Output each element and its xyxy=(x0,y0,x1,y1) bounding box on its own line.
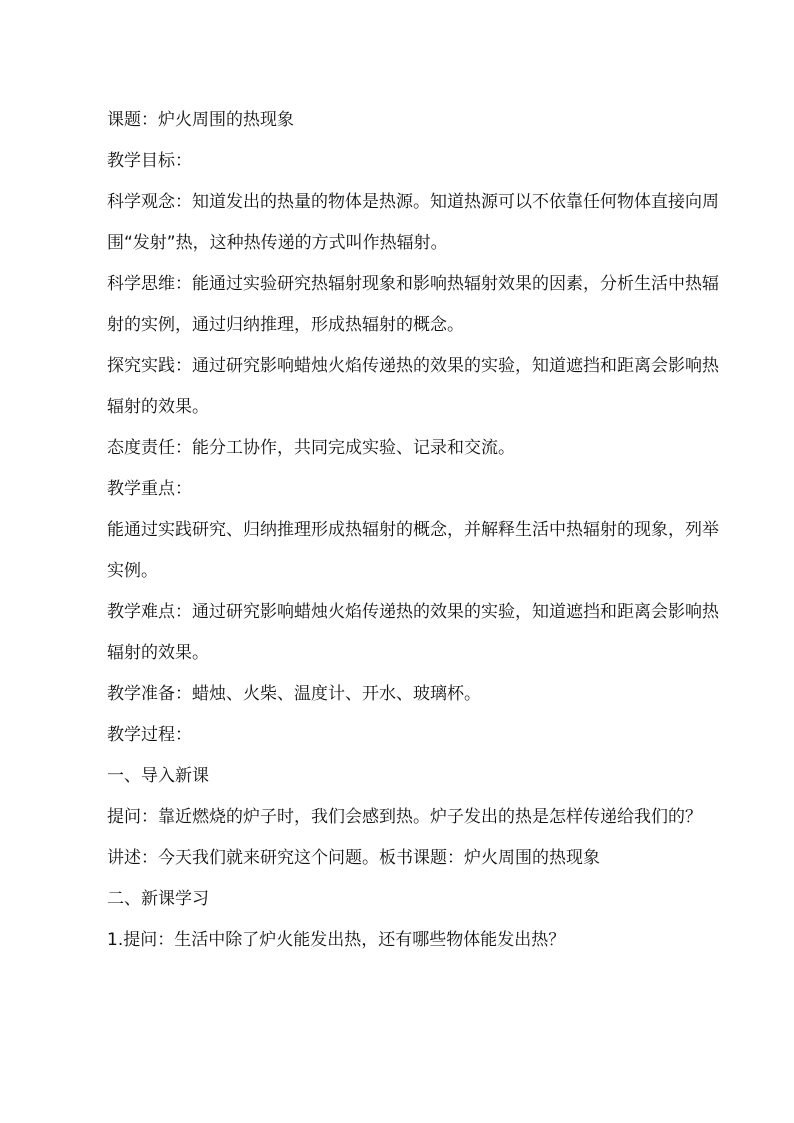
key-points-heading: 教学重点： xyxy=(107,479,192,499)
objective-attitude: 态度责任：能分工协作，共同完成实验、记录和交流。 xyxy=(107,438,515,458)
section-intro-heading: 一、导入新课 xyxy=(107,766,209,786)
lesson-title: 课题：炉火周围的热现象 xyxy=(107,110,294,130)
intro-narration: 讲述：今天我们就来研究这个问题。板书课题：炉火周围的热现象 xyxy=(107,848,600,868)
difficulty-text: 教学难点：通过研究影响蜡烛火焰传递热的效果的实验，知道遮挡和距离会影响热辐射的效果。 xyxy=(107,602,719,663)
document-body xyxy=(107,100,727,961)
preparation-text: 教学准备：蜡烛、火柴、温度计、开水、玻璃杯。 xyxy=(107,684,481,704)
section-new-lesson-heading: 二、新课学习 xyxy=(107,889,209,909)
key-points-text: 能通过实践研究、归纳推理形成热辐射的概念，并解释生活中热辐射的现象，列举实例。 xyxy=(107,520,719,581)
objectives-heading: 教学目标： xyxy=(107,151,192,171)
objective-scientific-concept: 科学观念：知道发出的热量的物体是热源。知道热源可以不依靠任何物体直接向周围“发射”热，这种热传递的方式叫作热辐射。 xyxy=(107,192,719,253)
intro-question: 提问：靠近燃烧的炉子时，我们会感到热。炉子发出的热是怎样传递给我们的？ xyxy=(107,807,702,827)
lesson-question-1: 1.提问：生活中除了炉火能发出热，还有哪些物体能发出热？ xyxy=(107,930,566,950)
objective-inquiry-practice: 探究实践：通过研究影响蜡烛火焰传递热的效果的实验，知道遮挡和距离会影响热辐射的效果。 xyxy=(107,356,719,417)
process-heading: 教学过程： xyxy=(107,725,192,745)
objective-scientific-thinking: 科学思维：能通过实验研究热辐射现象和影响热辐射效果的因素，分析生活中热辐射的实例，通过归纳推理，形成热辐射的概念。 xyxy=(107,274,719,335)
